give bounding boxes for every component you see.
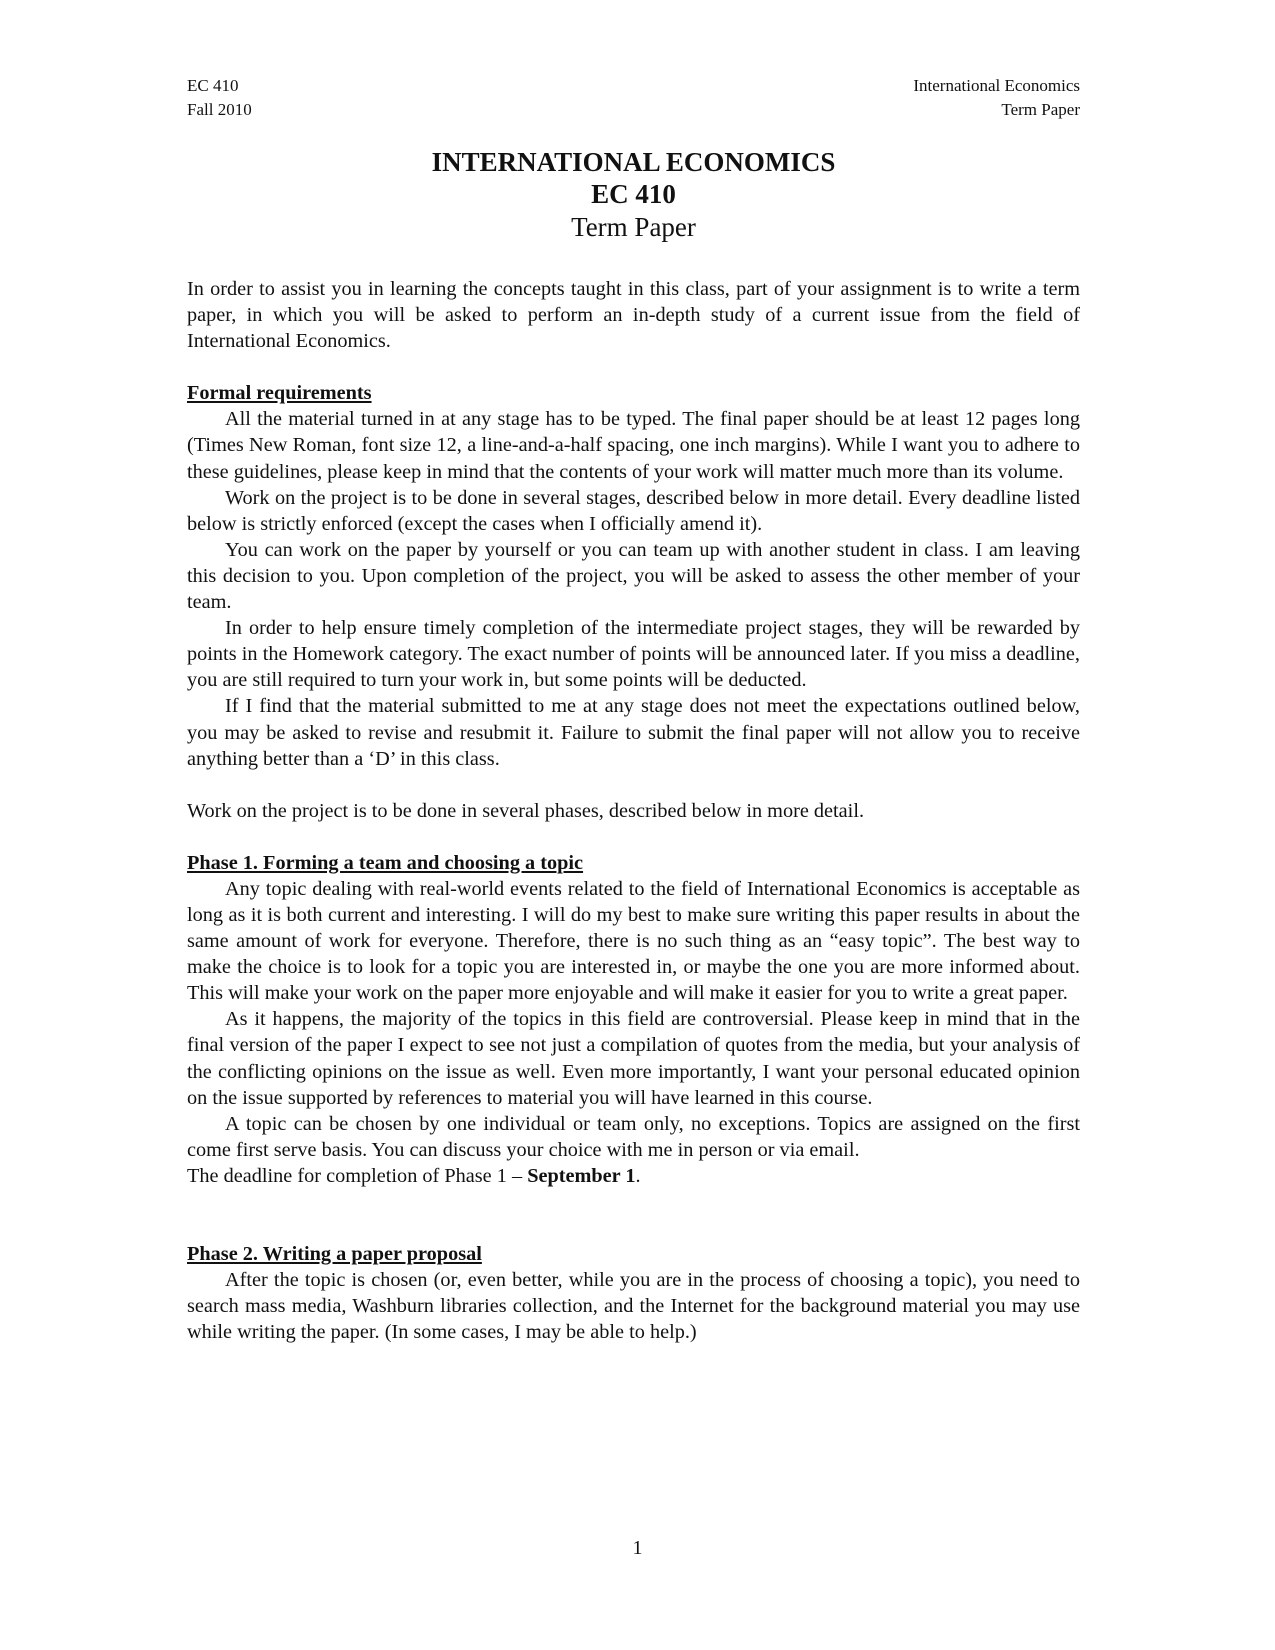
phases-intro: Work on the project is to be done in several phases, described below in more detail. [187,799,865,822]
document-type: Term Paper [1001,100,1080,119]
page-number: 1 [632,1537,643,1559]
phase1-deadline-end: . [635,1164,641,1187]
formal-paragraph-3: You can work on the paper by yourself or you can team up with another student in class. I am leaving this decision to you. Upon completion of the project, you will be asked to assess the other member of your team. [187,538,1080,614]
title-course-code: EC 410 [591,179,676,209]
header-left [187,74,252,122]
phase1-deadline-text: The deadline for completion of Phase 1 – [187,1164,528,1187]
course-code: EC 410 [187,76,239,95]
intro-paragraph: In order to assist you in learning the concepts taught in this class, part of your assignment is to write a term paper, in which you will be asked to perform an in-depth study of a current issue from the field of International Economics. [187,278,1080,353]
formal-paragraph-1: All the material turned in at any stage has to be typed. The final paper should be at least 12 pages long (Times New Roman, font size 12, a line-and-a-half spacing, one inch margins). While I want you to adhere to these guidelines, please keep in mind that the contents of your work will matter much more than its volume. [187,408,1080,483]
phase2-heading: Phase 2. Writing a paper proposal [187,1243,482,1265]
formal-paragraph-5: If I find that the material submitted to me at any stage does not meet the expectations outlined below, you may be asked to revise and resubmit it. Failure to submit the final paper will not allow you to receive anything better than a ‘D’ in this class. [187,695,1080,770]
phase1-paragraph-3: A topic can be chosen by one individual or team only, no exceptions. Topics are assigned on the first come first serve basis. You can discuss your choice with me in person or via email. [187,1112,1080,1161]
header-right [913,74,1080,122]
semester: Fall 2010 [187,100,252,119]
title-block [187,146,1080,244]
document-body [187,276,1080,1345]
phase1-deadline-date: September 1 [527,1164,636,1187]
page-title: INTERNATIONAL ECONOMICS [431,147,836,177]
formal-requirements-heading: Formal requirements [187,382,372,405]
page-subtitle: Term Paper [571,212,696,242]
phase1-paragraph-2: As it happens, the majority of the topics in this field are controversial. Please keep in mind that in the final version of the paper I expect to see not just a compilation of quotes from the media, but your analysis of the conflicting opinions on the issue as well. Even more importantly, I want your personal educated opinion on the issue supported by references to material you will have learned in this course. [187,1008,1080,1109]
formal-paragraph-4: In order to help ensure timely completion of the intermediate project stages, they will be rewarded by points in the Homework category. The exact number of points will be announced later. If you miss a deadline, you are still required to turn your work in, but some points will be deducted. [187,617,1080,692]
phase1-heading: Phase 1. Forming a team and choosing a topic [187,851,584,874]
formal-paragraph-2: Work on the project is to be done in several stages, described below in more detail. Every deadline listed below is strictly enforced (except the cases when I officially amend it). [187,486,1080,535]
phase1-paragraph-1: Any topic dealing with real-world events related to the field of International Economics is acceptable as long as it is both current and interesting. I will do my best to make sure writing this paper results in about the same amount of work for everyone. Therefore, there is no such thing as an “easy topic”. The best way to make the choice is to look for a topic you are interested in, or maybe the one you are more informed about. This will make your work on the paper more enjoyable and will make it easier for you to write a great paper. [187,877,1080,1005]
course-name: International Economics [913,76,1080,95]
phase1-deadline [187,1163,1080,1189]
phase2-paragraph-1: After the topic is chosen (or, even better, while you are in the process of choosing a topic), you need to search mass media, Washburn libraries collection, and the Internet for the background material you may use while writing the paper. (In some cases, I may be able to help.) [187,1269,1080,1344]
